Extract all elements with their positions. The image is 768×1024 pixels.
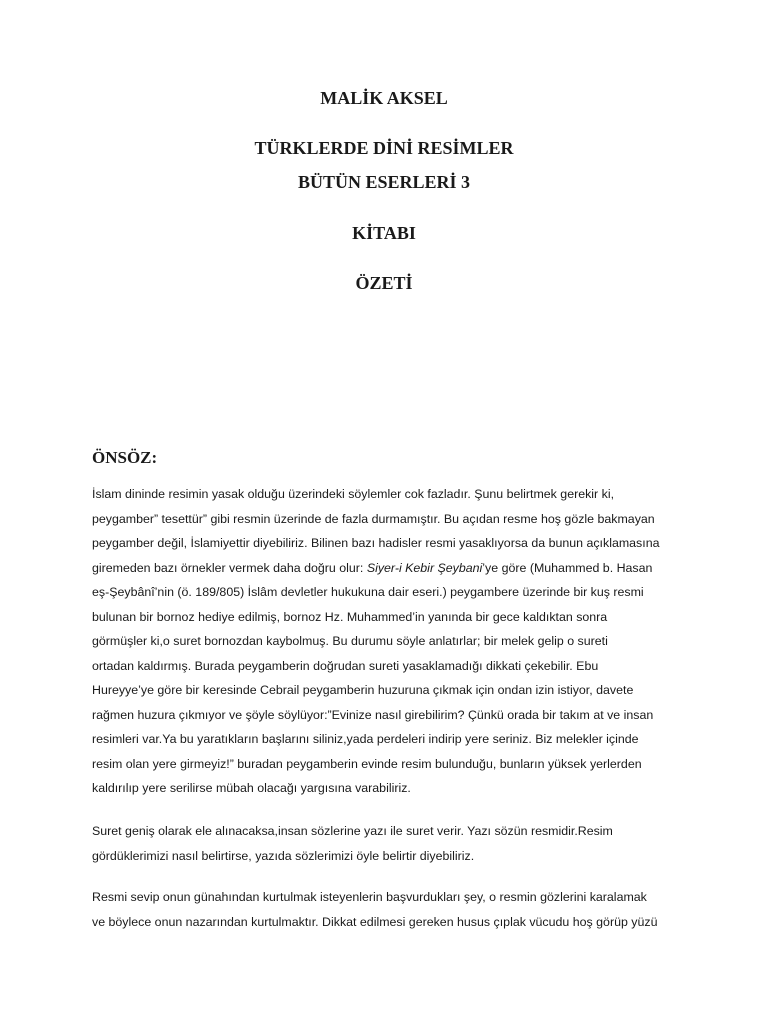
paragraph-1-line: bulunan bir bornoz hediye edilmiş, bornoz Hz. Muhammed’in yanında bir gece kaldıktan sonra [92, 609, 608, 624]
book-title: TÜRKLERDE DİNİ RESİMLER [254, 138, 514, 158]
paragraph-1-line: peygamber değil, İslamiyettir diyebiliriz. Bilinen bazı hadisler resmi yasaklıyorsa da bunun açıklamasına [92, 536, 660, 550]
paragraph-1-line-tail: ’ye göre (Muhammed b. Hasan [482, 560, 653, 575]
paragraph-1-line: resim olan yere girmeyiz!” buradan peygamberin evinde resim bulunduğu, bunların yüksek yerlerden [92, 756, 642, 771]
series-title: BÜTÜN ESERLERİ 3 [297, 172, 471, 192]
paragraph-1-line: İslam dininde resimin yasak olduğu üzerindeki söylemler cok fazladır. Şunu belirtmek gerekir ki, [92, 487, 615, 501]
paragraph-3-line: ve böylece onun nazarından kurtulmaktır. Dikkat edilmesi gereken husus çıplak vücudu hoş görüp yüzü [92, 914, 658, 929]
paragraph-1-line: kaldırılıp yere serilirse mübah olacağı yargısına varabiliriz. [92, 781, 411, 795]
paragraph-1-line: görmüşler ki,o suret bornozdan kaybolmuş. Bu durumu söyle anlatırlar; bir melek gelip o sureti [92, 634, 608, 648]
section-heading: ÖNSÖZ: [92, 448, 158, 467]
paragraph-1-line: Hureyye’ye göre bir keresinde Cebrail peygamberin huzuruna çıkmak için ondan izin istiyor, davete [92, 683, 634, 697]
kitabi-title: KİTABI [352, 223, 416, 243]
paragraph-2 [92, 819, 692, 868]
paragraph-1 [92, 482, 692, 801]
paragraph-1-line: rağmen huzura çıkmıyor ve şöyle söylüyor:”Evinize nasıl girebilirim? Çünkü orada bir takım at ve insan [92, 707, 654, 722]
paragraph-1-line-text: giremeden bazı örnekler vermek daha doğru olur: [92, 560, 367, 575]
paragraph-1-line: eş-Şeybânî’nin (ö. 189/805) İslâm devletler hukukuna dair eseri.) peygambere üzerinde bir kuş resmi [92, 585, 644, 599]
author-title: MALİK AKSEL [320, 88, 448, 108]
paragraph-3-line: Resmi sevip onun günahından kurtulmak isteyenlerin başvurdukları şey, o resmin gözlerini karalamak [92, 890, 647, 904]
paragraph-1-line: resimleri var.Ya bu yaratıkların başlarını siliniz,yada perdeleri indirip yere seriniz. Biz melekler içinde [92, 732, 639, 746]
paragraph-3 [92, 885, 692, 934]
paragraph-1-line: peygamber” tesettür” gibi resmin üzerinde de fazla durmamıştır. Bu açıdan resme hoş gözle bakmayan [92, 511, 655, 526]
paragraph-2-line: Suret geniş olarak ele alınacaksa,insan sözlerine yazı ile suret verir. Yazı sözün resmidir.Resim [92, 824, 613, 838]
paragraph-1-line [92, 556, 692, 581]
paragraph-1-line: ortadan kaldırmış. Burada peygamberin doğrudan sureti yasaklamadığı dikkati çekebilir. Ebu [92, 658, 599, 673]
book-reference-italic: Siyer-i Kebir Şeybani [366, 560, 483, 575]
ozeti-title: ÖZETİ [355, 273, 413, 293]
paragraph-2-line: gördüklerimizi nasıl belirtirse, yazıda sözlerimizi öyle belirtir diyebiliriz. [92, 848, 475, 863]
